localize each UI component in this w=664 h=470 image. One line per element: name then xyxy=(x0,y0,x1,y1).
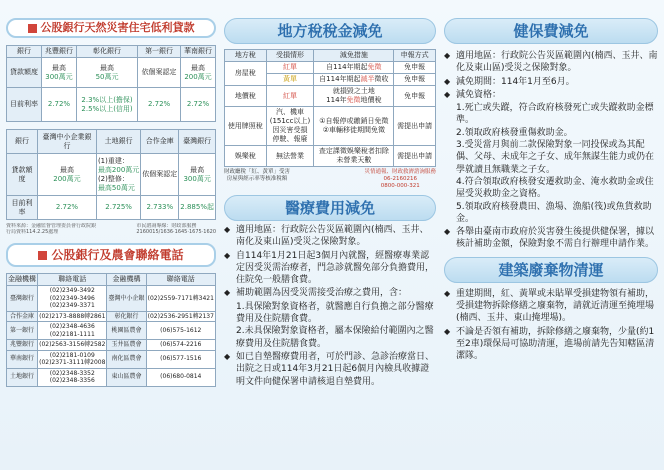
cell: 2.72% xyxy=(41,88,76,122)
cell: (02)2348-4636 (02)2181-1111 xyxy=(38,322,107,340)
waste-banner: 建築廢棄物清運 xyxy=(444,257,658,283)
cell: 娛樂稅 xyxy=(225,146,267,167)
th: 金融機構 xyxy=(7,274,38,286)
cell: 紅單 xyxy=(266,86,314,107)
cell: 最高 300萬元 xyxy=(179,154,216,196)
bullet: ◆ 適用地區：行政院公告災區範圍內(楠西、玉井、南化及東山區)受災之保險對象。 xyxy=(444,50,658,75)
cell: 2.72% xyxy=(37,196,96,220)
column-bank-loans xyxy=(6,4,216,462)
note: 資料來源：金融監督管理委員會行政院銀 xyxy=(6,223,97,229)
cell: 就損毀之土地 114年免徵地價稅 xyxy=(314,86,394,107)
hotline-number: 0800-000-321 xyxy=(380,183,420,189)
sub-item: 2.領取政府核發重傷救助金。 xyxy=(456,127,573,138)
table-row xyxy=(7,350,216,368)
bullet: ◆ 減免期間：114年1月至6月。 xyxy=(444,76,658,88)
cell: 南化區農會 xyxy=(107,350,146,368)
note: 市民諮詢專線：財政部服務 xyxy=(136,223,197,229)
cell: 桃園區農會 xyxy=(107,322,146,340)
cell: 最高 50萬元 xyxy=(76,58,137,88)
cell: 最高 200萬元 xyxy=(181,58,216,88)
cell: 彰化銀行 xyxy=(107,311,146,322)
bullet: ◆ 自114年1月21日起3個月內就醫，經醫療專業認定因受災需治療者，門急診就醫免部分負擔費用，住院免一般膳食費。 xyxy=(224,250,436,287)
loan-banner xyxy=(6,18,216,38)
cell: 土地銀行 xyxy=(7,368,38,386)
cell: 免申報 xyxy=(394,86,436,107)
th: 聯絡電話 xyxy=(38,274,107,286)
cell: 最高 200萬元 xyxy=(37,154,96,196)
medical-banner: 醫療費用減免 xyxy=(224,195,436,221)
th: 地方稅 xyxy=(225,50,267,62)
medical-content xyxy=(224,224,436,388)
row-label: 貸款額度 xyxy=(7,58,42,88)
sub-item: 4.符合領取政府核發安遷救助金、淹水救助金或住屋受災救助金之資格。 xyxy=(456,176,654,200)
cell: 使用牌照稅 xyxy=(225,107,267,146)
insurance-content xyxy=(444,50,658,251)
th: 兆豐銀行 xyxy=(41,46,76,58)
bullet: ◆ 重建期間，紅、黃單或未貼單受損建物領有補助，受損建物拆除修繕之廢棄物，請就近清運至掩埋場(楠西、玉井、東山掩埋場)。 xyxy=(444,288,658,325)
cell: 華南銀行 xyxy=(7,350,38,368)
cell: 自114年期起減半徵收 xyxy=(314,74,394,86)
note: 2160015/1636·1645·1675·1620 xyxy=(136,229,216,235)
cell: 2.725% xyxy=(96,196,140,220)
cell: 房屋稅 xyxy=(225,62,267,86)
contact-table xyxy=(6,273,216,387)
contact-title: 公股銀行及農會聯絡電話 xyxy=(51,248,184,262)
th: 彰化銀行 xyxy=(76,46,137,58)
cell: 自114年期起免徵 xyxy=(314,62,394,74)
sub-item: 2.未具保險對象資格者，屬本保險給付範圍內之醫療費用及住院膳食費。 xyxy=(236,326,434,349)
table-row xyxy=(7,340,216,351)
th: 第一銀行 xyxy=(138,46,181,58)
cell: ①自報停或繳銷日免徵 ②車輛移徙期間免徵 xyxy=(314,107,394,146)
cell: 查定課徵娛樂稅者扣除 未營業天數 xyxy=(314,146,394,167)
column-tax-medical xyxy=(224,4,436,462)
th: 金融機構 xyxy=(107,274,146,286)
note: 房屋與經示率等核准稅額 xyxy=(226,176,288,182)
th: 華南銀行 xyxy=(181,46,216,58)
th: 聯絡電話 xyxy=(146,274,215,286)
loan-table-2 xyxy=(6,129,216,220)
cell: 2.3%以上(擔保) 2.5%以上(信用) xyxy=(76,88,137,122)
cell: 地價稅 xyxy=(225,86,267,107)
th: 合作金庫 xyxy=(141,130,179,154)
cell: 玉井區農會 xyxy=(107,340,146,351)
th: 申報方式 xyxy=(394,50,436,62)
square-icon xyxy=(28,24,37,33)
cell: 2.733% xyxy=(141,196,179,220)
cell: 第一銀行 xyxy=(7,322,38,340)
cell: 2.72% xyxy=(138,88,181,122)
th: 銀行 xyxy=(7,46,42,58)
cell: 兆豐銀行 xyxy=(7,340,38,351)
row-label: 貸款額度 xyxy=(7,154,38,196)
table-row xyxy=(7,368,216,386)
th: 受損情形 xyxy=(266,50,314,62)
table-row xyxy=(7,311,216,322)
cell: 無法營業 xyxy=(266,146,314,167)
cell: (02)2348-3352 (02)2348-3356 xyxy=(38,368,107,386)
sub-item: 5.領取政府核發農田、漁場、漁船(筏)或魚貨救助金。 xyxy=(456,201,652,224)
bullet: ◆ 不論是否領有補助，拆除修繕之廢棄物，少量(約1至2車)環保局可協助清運，進場前請先告知轄區清潔隊。 xyxy=(444,326,658,363)
cell: 依個案認定 xyxy=(138,58,181,88)
cell: (06)577-1516 xyxy=(146,350,215,368)
bullet: ◆ 減免資格： xyxy=(444,89,658,101)
hotline-label: 災情通報、財政救濟諮詢服務 xyxy=(364,169,436,175)
th: 減免措施 xyxy=(314,50,394,62)
cell: (02)2181-0109 (02)2371-3111轉2008 xyxy=(39,351,106,366)
cell: (02)2173-8888轉2861 xyxy=(39,312,106,320)
cell: (06)680-0814 xyxy=(146,368,215,386)
loan-table-1 xyxy=(6,45,216,122)
cell: 紅單 xyxy=(266,62,314,74)
loan-title: 公股銀行天然災害住宅低利貸款 xyxy=(40,21,195,34)
cell: 需提出申請 xyxy=(394,107,436,146)
cell: 臺灣中小企銀 xyxy=(107,286,146,312)
hotline-number: 06-2160216 xyxy=(383,176,417,182)
cell: 2.72% xyxy=(181,88,216,122)
th: 臺灣中小企業銀行 xyxy=(37,130,96,154)
cell: 2.885%起 xyxy=(179,196,216,220)
table-row xyxy=(7,322,216,340)
sub-item: 3.受災當月與前二款保險對象一同投保或為其配偶、父母、未成年之子女、成年無謀生能力或仍在學就讀且無職業之子女。 xyxy=(456,140,655,175)
waste-content xyxy=(444,288,658,363)
tax-table xyxy=(224,49,436,167)
cell: 合作金庫 xyxy=(7,311,38,322)
cell: 依個案認定 xyxy=(141,154,179,196)
bullet: ◆ 補助範圍為因受災需接受治療之費用，含： xyxy=(224,287,436,299)
cell: 東山區農會 xyxy=(107,368,146,386)
column-insurance-waste xyxy=(444,4,658,462)
cell: 汽、機車 (151cc以上) 因災害受損 停駛、報廢 xyxy=(266,107,314,146)
cell: 黃單 xyxy=(266,74,314,86)
row-label: 目前利率 xyxy=(7,196,38,220)
cell: (1)重建： 最高200萬元 (2)整修： 最高50萬元 xyxy=(96,154,140,196)
tax-banner: 地方稅稅金減免 xyxy=(224,18,436,44)
cell: 最高 300萬元 xyxy=(41,58,76,88)
th: 銀行 xyxy=(7,130,38,154)
square-icon xyxy=(38,251,47,260)
cell: (02)2349-3492 (02)2349-3496 (02)2349-3371 xyxy=(38,286,107,312)
cell: 免申報 xyxy=(394,74,436,86)
sub-item: 1.死亡或失蹤，符合政府核發死亡或失蹤救助金標準。 xyxy=(456,103,654,126)
cell: (02)2536-2951轉2137 xyxy=(147,312,214,320)
cell: (02)2563-3156轉2582 xyxy=(39,341,106,348)
cell: 免申報 xyxy=(394,62,436,74)
insurance-banner: 健保費減免 xyxy=(444,18,658,44)
note: 行局資料114.2.25處理 xyxy=(6,229,59,235)
hotline-block xyxy=(224,169,436,190)
cell: 臺灣銀行 xyxy=(7,286,38,312)
table-row xyxy=(7,286,216,312)
bullet: ◆ 各舉由臺南市政府於災害發生後提供健保署，據以核計補助金額，保險對象不需自行辦理申請作業。 xyxy=(444,226,658,251)
row-label: 目前利率 xyxy=(7,88,42,122)
th: 土地銀行 xyxy=(96,130,140,154)
contact-banner xyxy=(6,243,216,267)
cell: (06)575-1612 xyxy=(146,322,215,340)
notes xyxy=(6,223,216,235)
bullet: ◆ 如已自墊醫療費用者，可於門診、急診治療當日、出院之日或114年3月21日起6個月內檢具收據證明文件向健保署申請核退自墊費用。 xyxy=(224,351,436,388)
sub-item: 1.具保險對象資格者，就醫應自行負擔之部分醫療費用及住院膳食費。 xyxy=(236,301,434,325)
note: 財政廳稅「紅、黃單」受害 xyxy=(224,169,291,175)
cell: (06)574-2216 xyxy=(146,340,215,351)
cell: (02)2559-7171轉3421 xyxy=(146,286,215,312)
bullet: ◆ 適用地區：行政院公告災區範圍內(楠西、玉井、南化及東山區)受災之保險對象。 xyxy=(224,224,436,249)
cell: 需提出申請 xyxy=(394,146,436,167)
th: 臺灣銀行 xyxy=(179,130,216,154)
